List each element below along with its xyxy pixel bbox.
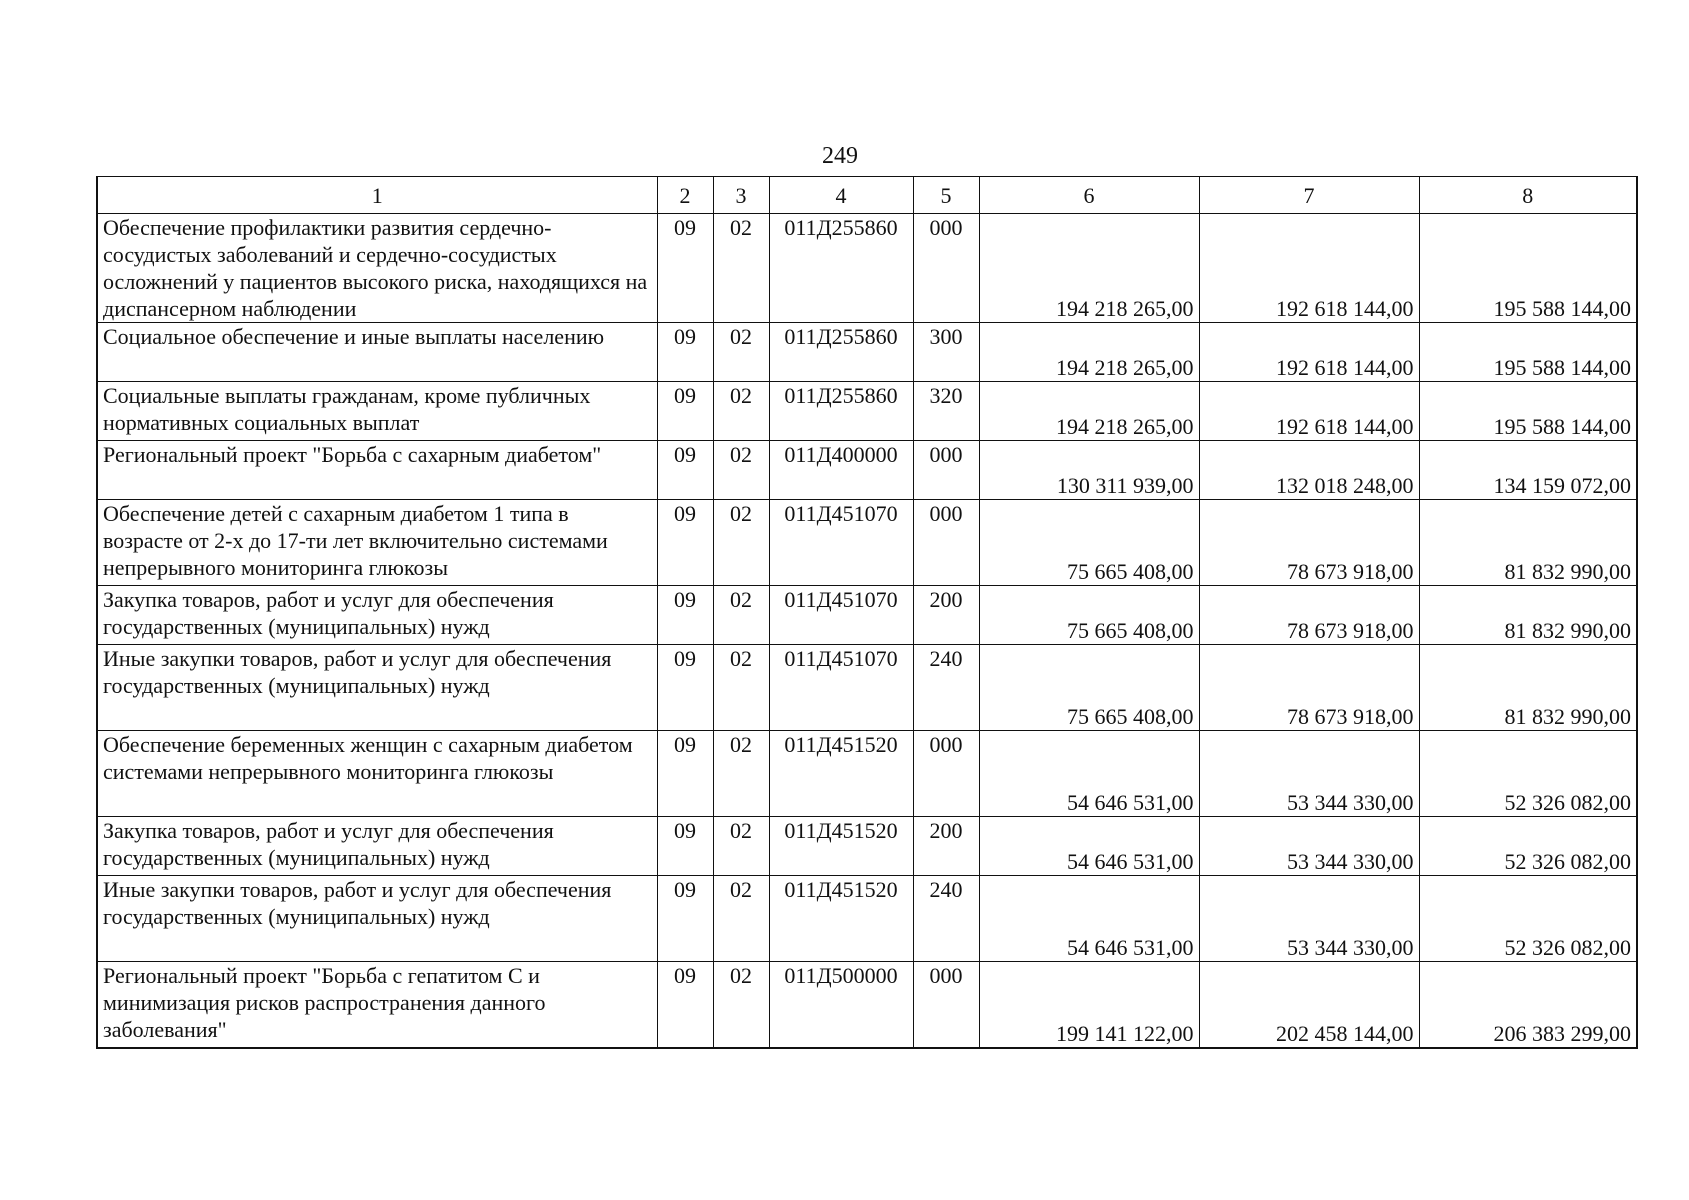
page-number: 249 <box>822 143 858 169</box>
table-row <box>97 441 1637 500</box>
amount-col-7: 53 344 330,00 <box>1199 731 1419 817</box>
section-code: 09 <box>657 382 713 441</box>
column-header-1: 1 <box>97 177 657 214</box>
amount-col-8: 52 326 082,00 <box>1419 817 1637 876</box>
section-code: 09 <box>657 586 713 645</box>
amount-col-7: 192 618 144,00 <box>1199 214 1419 323</box>
section-code: 09 <box>657 645 713 731</box>
amount-col-8: 195 588 144,00 <box>1419 382 1637 441</box>
section-code: 09 <box>657 962 713 1048</box>
column-header-6: 6 <box>979 177 1199 214</box>
section-code: 09 <box>657 731 713 817</box>
expense-type-code: 320 <box>913 382 979 441</box>
section-code: 09 <box>657 214 713 323</box>
amount-col-6: 194 218 265,00 <box>979 382 1199 441</box>
amount-col-8: 52 326 082,00 <box>1419 731 1637 817</box>
table-header-row <box>97 177 1637 214</box>
target-article-code: 011Д451520 <box>769 731 913 817</box>
section-code: 09 <box>657 441 713 500</box>
column-header-5: 5 <box>913 177 979 214</box>
amount-col-8: 195 588 144,00 <box>1419 323 1637 382</box>
amount-col-8: 206 383 299,00 <box>1419 962 1637 1048</box>
subsection-code: 02 <box>713 817 769 876</box>
target-article-code: 011Д255860 <box>769 214 913 323</box>
expense-type-code: 000 <box>913 731 979 817</box>
subsection-code: 02 <box>713 876 769 962</box>
amount-col-6: 75 665 408,00 <box>979 645 1199 731</box>
row-name: Закупка товаров, работ и услуг для обеспечения государственных (муниципальных) нужд <box>97 586 657 645</box>
target-article-code: 011Д451070 <box>769 645 913 731</box>
amount-col-7: 78 673 918,00 <box>1199 586 1419 645</box>
row-name: Обеспечение профилактики развития сердечно-сосудистых заболеваний и сердечно-сосудистых осложнений у пациентов высокого риска, находящихся на диспансерном наблюдении <box>97 214 657 323</box>
amount-col-6: 54 646 531,00 <box>979 817 1199 876</box>
subsection-code: 02 <box>713 586 769 645</box>
column-header-4: 4 <box>769 177 913 214</box>
amount-col-8: 52 326 082,00 <box>1419 876 1637 962</box>
column-header-2: 2 <box>657 177 713 214</box>
amount-col-8: 81 832 990,00 <box>1419 645 1637 731</box>
table-row <box>97 500 1637 586</box>
table-row <box>97 382 1637 441</box>
amount-col-6: 54 646 531,00 <box>979 731 1199 817</box>
amount-col-7: 132 018 248,00 <box>1199 441 1419 500</box>
expense-type-code: 000 <box>913 214 979 323</box>
target-article-code: 011Д400000 <box>769 441 913 500</box>
expense-type-code: 000 <box>913 962 979 1048</box>
amount-col-7: 53 344 330,00 <box>1199 817 1419 876</box>
amount-col-8: 195 588 144,00 <box>1419 214 1637 323</box>
amount-col-8: 81 832 990,00 <box>1419 586 1637 645</box>
row-name: Социальные выплаты гражданам, кроме публичных нормативных социальных выплат <box>97 382 657 441</box>
amount-col-7: 53 344 330,00 <box>1199 876 1419 962</box>
target-article-code: 011Д255860 <box>769 323 913 382</box>
section-code: 09 <box>657 500 713 586</box>
expense-type-code: 200 <box>913 586 979 645</box>
table-row <box>97 645 1637 731</box>
table-row <box>97 731 1637 817</box>
column-header-7: 7 <box>1199 177 1419 214</box>
amount-col-7: 202 458 144,00 <box>1199 962 1419 1048</box>
target-article-code: 011Д451070 <box>769 586 913 645</box>
expense-type-code: 300 <box>913 323 979 382</box>
expense-type-code: 000 <box>913 500 979 586</box>
row-name: Обеспечение детей с сахарным диабетом 1 типа в возрасте от 2-х до 17-ти лет включительно системами непрерывного мониторинга глюкозы <box>97 500 657 586</box>
amount-col-6: 194 218 265,00 <box>979 323 1199 382</box>
amount-col-6: 194 218 265,00 <box>979 214 1199 323</box>
target-article-code: 011Д451520 <box>769 817 913 876</box>
expense-type-code: 200 <box>913 817 979 876</box>
table-row <box>97 962 1637 1048</box>
subsection-code: 02 <box>713 382 769 441</box>
amount-col-6: 75 665 408,00 <box>979 586 1199 645</box>
table-row <box>97 586 1637 645</box>
row-name: Иные закупки товаров, работ и услуг для обеспечения государственных (муниципальных) нужд <box>97 876 657 962</box>
amount-col-8: 81 832 990,00 <box>1419 500 1637 586</box>
amount-col-6: 75 665 408,00 <box>979 500 1199 586</box>
row-name: Обеспечение беременных женщин с сахарным диабетом системами непрерывного мониторинга глюкозы <box>97 731 657 817</box>
amount-col-7: 192 618 144,00 <box>1199 382 1419 441</box>
table-row <box>97 817 1637 876</box>
subsection-code: 02 <box>713 962 769 1048</box>
row-name: Иные закупки товаров, работ и услуг для обеспечения государственных (муниципальных) нужд <box>97 645 657 731</box>
row-name: Социальное обеспечение и иные выплаты населению <box>97 323 657 382</box>
amount-col-7: 78 673 918,00 <box>1199 500 1419 586</box>
target-article-code: 011Д255860 <box>769 382 913 441</box>
subsection-code: 02 <box>713 500 769 586</box>
row-name: Региональный проект "Борьба с гепатитом С и минимизация рисков распространения данного заболевания" <box>97 962 657 1048</box>
expense-type-code: 240 <box>913 876 979 962</box>
subsection-code: 02 <box>713 731 769 817</box>
amount-col-6: 199 141 122,00 <box>979 962 1199 1048</box>
section-code: 09 <box>657 876 713 962</box>
target-article-code: 011Д500000 <box>769 962 913 1048</box>
expense-type-code: 240 <box>913 645 979 731</box>
subsection-code: 02 <box>713 214 769 323</box>
subsection-code: 02 <box>713 323 769 382</box>
table-body <box>97 214 1637 1048</box>
row-name: Закупка товаров, работ и услуг для обеспечения государственных (муниципальных) нужд <box>97 817 657 876</box>
amount-col-8: 134 159 072,00 <box>1419 441 1637 500</box>
target-article-code: 011Д451520 <box>769 876 913 962</box>
column-header-8: 8 <box>1419 177 1637 214</box>
amount-col-6: 130 311 939,00 <box>979 441 1199 500</box>
subsection-code: 02 <box>713 441 769 500</box>
row-name: Региональный проект "Борьба с сахарным диабетом" <box>97 441 657 500</box>
subsection-code: 02 <box>713 645 769 731</box>
table-row <box>97 214 1637 323</box>
table-row <box>97 876 1637 962</box>
amount-col-6: 54 646 531,00 <box>979 876 1199 962</box>
amount-col-7: 192 618 144,00 <box>1199 323 1419 382</box>
target-article-code: 011Д451070 <box>769 500 913 586</box>
section-code: 09 <box>657 817 713 876</box>
table-row <box>97 323 1637 382</box>
section-code: 09 <box>657 323 713 382</box>
column-header-3: 3 <box>713 177 769 214</box>
budget-table <box>96 176 1638 1049</box>
amount-col-7: 78 673 918,00 <box>1199 645 1419 731</box>
expense-type-code: 000 <box>913 441 979 500</box>
